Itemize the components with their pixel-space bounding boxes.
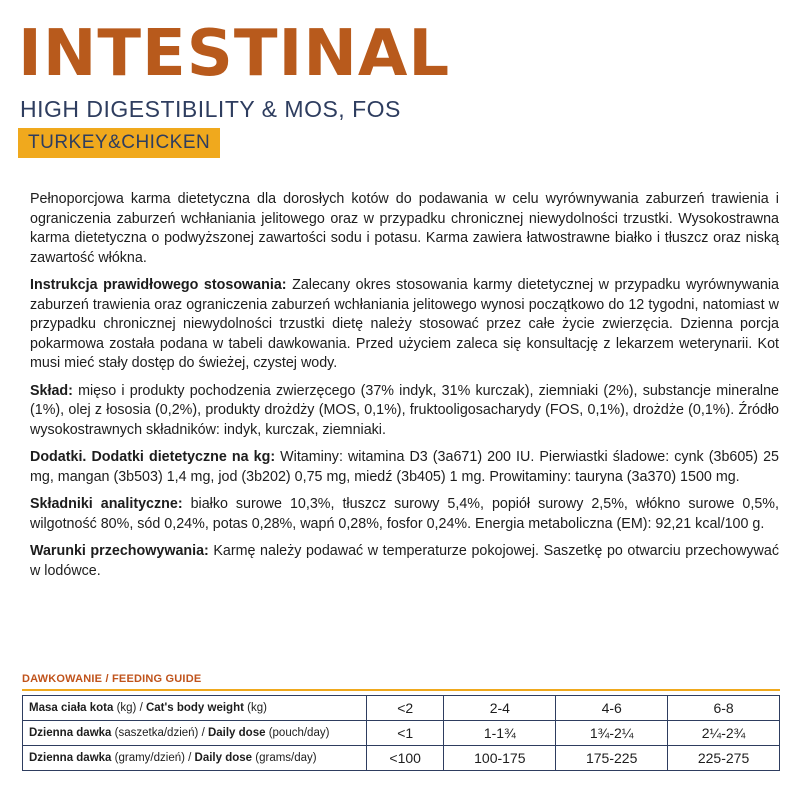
table-cell: 6-8 (668, 696, 780, 721)
product-description (30, 190, 779, 589)
feeding-guide-label: DAWKOWANIE / FEEDING GUIDE (22, 673, 202, 685)
usage-label: Instrukcja prawidłowego stosowania: (30, 277, 287, 293)
row-header: Dzienna dawka (gramy/dzień) / Daily dose (grams/day) (23, 746, 367, 771)
analytical-paragraph (30, 495, 779, 534)
analytical-label: Składniki analityczne: (30, 496, 183, 512)
table-cell: 4-6 (556, 696, 668, 721)
product-title: INTESTINAL (18, 17, 451, 91)
analytical-text: białko surowe 10,3%, tłuszcz surowy 5,4%, popiół surowy 2,5%, włókno surowe 0,5%, wilgotność 80%, sód 0,24%, potas 0,28%, wapń 0,28%, fosfor 0,24%. Energia metaboliczna (EM): 92,21 kcal/100 g. (30, 496, 779, 532)
table-cell: <100 (367, 746, 444, 771)
table-cell: 2¼-2¾ (668, 721, 780, 746)
row-header: Masa ciała kota (kg) / Cat's body weight (kg) (23, 696, 367, 721)
additives-paragraph (30, 448, 779, 487)
feeding-guide-divider (22, 689, 780, 691)
row-header: Dzienna dawka (saszetka/dzień) / Daily dose (pouch/day) (23, 721, 367, 746)
product-subtitle: HIGH DIGESTIBILITY & MOS, FOS (20, 96, 401, 122)
table-cell: <1 (367, 721, 444, 746)
additives-label: Dodatki. Dodatki dietetyczne na kg: (30, 449, 276, 465)
usage-text: Zalecany okres stosowania karmy dietetycznej w przypadku wyrównywania zaburzeń trawienia oraz ograniczenia zaburzeń wchłaniania jelitowego wynosi początkowo do 12 tygodni, natomiast w przypadku chronicznej niewydolności trzustki dietę należy stosować przez całe życie zwierzęcia. Dzienna porcja pokarmowa została podana w tabeli dawkowania. Przed użyciem zaleca się konsultację z lekarzem weterynarii. Kot musi mieć stały dostęp do świeżej, czystej wody. (30, 277, 779, 371)
composition-paragraph (30, 382, 779, 441)
flavour-badge: TURKEY&CHICKEN (18, 128, 220, 158)
storage-text: Karmę należy podawać w temperaturze pokojowej. Saszetkę po otwarciu przechowywać w lodówce. (30, 543, 779, 579)
table-cell: 1-1¾ (444, 721, 556, 746)
storage-label: Warunki przechowywania: (30, 543, 209, 559)
table-cell: 225-275 (668, 746, 780, 771)
storage-paragraph (30, 542, 779, 581)
table-cell: 100-175 (444, 746, 556, 771)
table-row (23, 696, 780, 721)
usage-paragraph (30, 276, 779, 374)
table-cell: 175-225 (556, 746, 668, 771)
table-row (23, 746, 780, 771)
intro-paragraph: Pełnoporcjowa karma dietetyczna dla dorosłych kotów do podawania w celu wyrównywania zaburzeń trawienia i ograniczenia zaburzeń wchłaniania jelitowego oraz w przypadku chronicznej niewydolności trzustki. Wysokostrawna karma dietetyczna o podwyższonej zawartości sodu i potasu. Karma zawiera łatwostrawne białko i tłuszcz oraz niską zawartość włókna. (30, 191, 779, 266)
table-cell: <2 (367, 696, 444, 721)
feeding-guide-table (22, 695, 780, 771)
table-cell: 1¾-2¼ (556, 721, 668, 746)
table-cell: 2-4 (444, 696, 556, 721)
composition-label: Skład: (30, 382, 73, 399)
table-row (23, 721, 780, 746)
composition-text: mięso i produkty pochodzenia zwierzęcego (37% indyk, 31% kurczak), ziemniaki (2%), substancje mineralne (1%), olej z łososia (0,2%), produkty drożdży (MOS, 0,1%), fruktooligosacharydy (FOS, 0,1%), drożdże (0,1%). Źródło wysokostrawnych składników: indyk, kurczak, ziemniaki. (30, 382, 779, 438)
additives-text: Witaminy: witamina D3 (3a671) 200 IU. Pierwiastki śladowe: cynk (3b605) 25 mg, mangan (3b503) 1,4 mg, jod (3b202) 0,75 mg, miedź (3b405) 1 mg. Prowitaminy: tauryna (3a370) 1500 mg. (30, 449, 779, 485)
